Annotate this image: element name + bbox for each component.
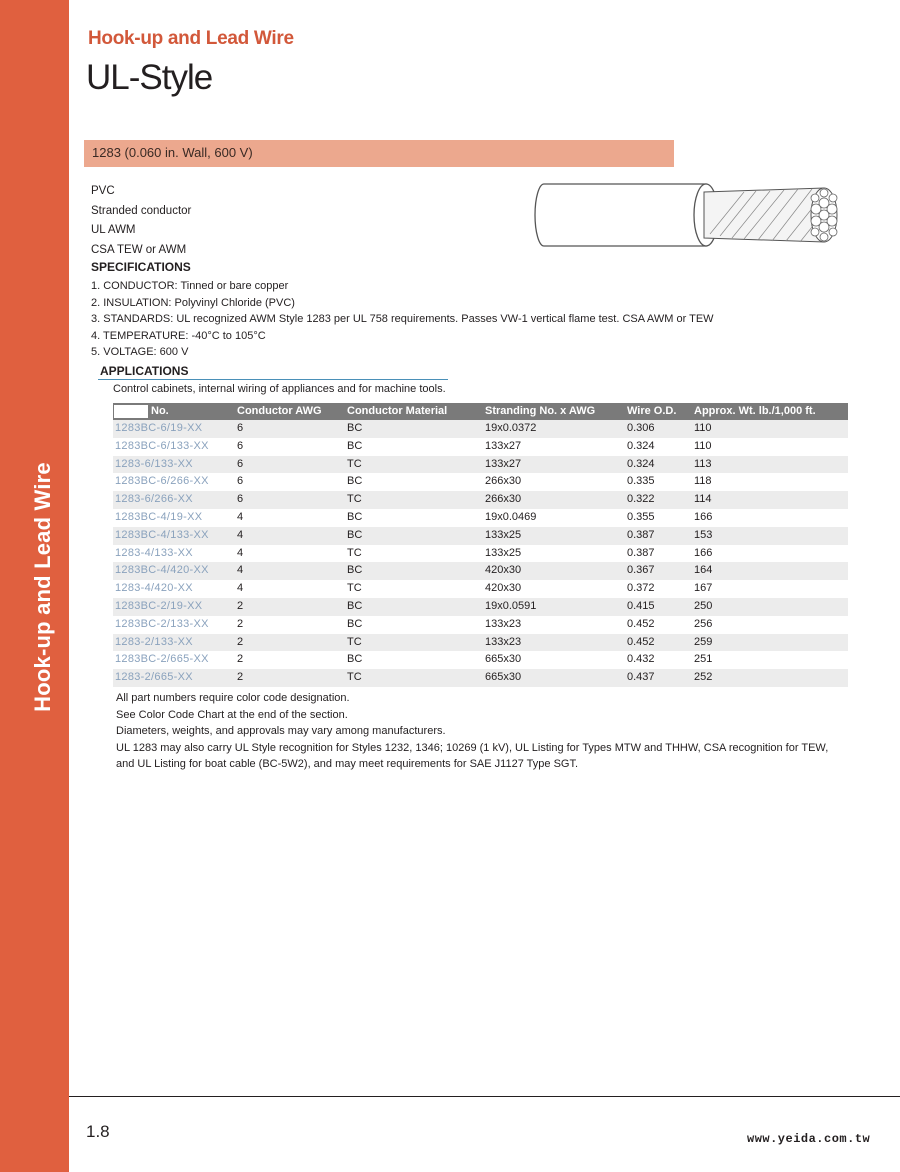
table-cell: 4 — [237, 546, 244, 559]
table-body — [113, 420, 848, 687]
part-number: 1283-6/133-XX — [115, 457, 193, 470]
table-cell: 6 — [237, 493, 244, 506]
table-cell: 110 — [694, 422, 712, 434]
table-row — [113, 616, 848, 634]
table-cell: 0.322 — [627, 493, 655, 506]
footer-rule — [69, 1096, 900, 1097]
part-number: 1283BC-4/19-XX — [115, 510, 203, 523]
table-row — [113, 580, 848, 598]
table-cell: 6 — [237, 475, 244, 488]
table-cell: 4 — [237, 564, 244, 577]
table-cell: 0.306 — [627, 422, 655, 434]
section-subtitle: Hook-up and Lead Wire — [88, 28, 294, 49]
table-cell: 4 — [237, 510, 244, 523]
table-cell: 256 — [694, 617, 713, 630]
spec-item: 4. TEMPERATURE: -40°C to 105°C — [91, 329, 266, 342]
table-cell: 164 — [694, 564, 713, 577]
table-cell: 153 — [694, 528, 713, 541]
table-cell: BC — [347, 439, 363, 452]
product-table — [113, 403, 848, 687]
table-cell: 2 — [237, 653, 244, 666]
table-cell: 0.372 — [627, 582, 655, 595]
table-cell: BC — [347, 528, 363, 541]
table-cell: 0.367 — [627, 564, 655, 577]
applications-heading: APPLICATIONS — [100, 364, 189, 378]
table-cell: BC — [347, 510, 363, 523]
applications-text: Control cabinets, internal wiring of appliances and for machine tools. — [113, 383, 446, 395]
note-line: and UL Listing for boat cable (BC-5W2), and may meet requirements for SAE J1127 Type SGT. — [116, 758, 579, 770]
notes — [116, 690, 828, 773]
table-cell: TC — [347, 671, 362, 684]
table-cell: 113 — [694, 457, 712, 470]
table-cell: 266x30 — [485, 475, 522, 488]
spec-item: 1. CONDUCTOR: Tinned or bare copper — [91, 280, 289, 292]
table-cell: 6 — [237, 439, 244, 452]
part-number: 1283-6/266-XX — [115, 493, 193, 506]
table-cell: 114 — [694, 493, 712, 506]
table-row — [113, 491, 848, 509]
table-header — [113, 403, 848, 420]
page-title: UL-Style — [86, 58, 213, 97]
table-cell: 2 — [237, 635, 244, 648]
table-row — [113, 456, 848, 474]
header-cell: No. — [151, 405, 169, 417]
table-cell: 2 — [237, 617, 244, 630]
table-cell: BC — [347, 475, 363, 488]
table-cell: 2 — [237, 599, 244, 612]
note-line: All part numbers require color code designation. — [116, 692, 350, 704]
part-number: 1283-4/420-XX — [115, 582, 193, 595]
table-cell: 167 — [694, 582, 713, 595]
table-cell: 118 — [694, 475, 712, 488]
table-row — [113, 438, 848, 456]
part-number: 1283BC-4/133-XX — [115, 528, 209, 541]
table-cell: 133x23 — [485, 617, 522, 630]
table-cell: 0.387 — [627, 528, 655, 541]
table-cell: 6 — [237, 457, 244, 470]
table-cell: 110 — [694, 439, 712, 452]
table-cell: 252 — [694, 671, 713, 684]
applications-rule — [98, 379, 448, 380]
note-line: Diameters, weights, and approvals may vary among manufacturers. — [116, 725, 446, 737]
property-item: Stranded conductor — [91, 204, 192, 217]
table-cell: 133x25 — [485, 528, 522, 541]
page-number: 1.8 — [86, 1122, 110, 1141]
spec-item: 2. INSULATION: Polyvinyl Chloride (PVC) — [91, 296, 295, 309]
spec-item: 3. STANDARDS: UL recognized AWM Style 1283 per UL 758 requirements. Passes VW-1 vertical flame test. CSA AWM or TEW — [91, 313, 714, 325]
part-number: 1283BC-2/19-XX — [115, 599, 203, 612]
table-cell: BC — [347, 422, 363, 434]
table-cell: 166 — [694, 510, 713, 523]
header-swatch — [114, 405, 148, 418]
table-cell: TC — [347, 635, 362, 648]
table-cell: 4 — [237, 528, 244, 541]
table-cell: 665x30 — [485, 671, 522, 684]
table-cell: 133x27 — [485, 439, 522, 452]
table-cell: 266x30 — [485, 493, 522, 506]
table-cell: TC — [347, 546, 362, 559]
note-line: UL 1283 may also carry UL Style recognition for Styles 1232, 1346; 10269 (1 kV), UL Listing for Types MTW and THHW, CSA recognition for TEW, — [116, 741, 829, 754]
product-title-band — [84, 140, 674, 167]
table-row — [113, 473, 848, 491]
header-cell: Conductor AWG — [237, 405, 322, 417]
wire-illustration — [530, 176, 842, 254]
footer-url: www.yeida.com.tw — [747, 1132, 871, 1146]
property-item: UL AWM — [91, 224, 136, 236]
table-row — [113, 634, 848, 652]
header-cell: Approx. Wt. lb./1,000 ft. — [694, 405, 816, 417]
table-cell: 0.324 — [627, 457, 655, 470]
header-cell: Wire O.D. — [627, 405, 677, 417]
table-cell: 665x30 — [485, 653, 522, 666]
table-cell: 0.324 — [627, 439, 655, 452]
part-number: 1283-2/665-XX — [115, 671, 193, 684]
table-cell: 420x30 — [485, 564, 522, 577]
table-cell: 0.432 — [627, 653, 655, 666]
table-cell: 0.387 — [627, 546, 655, 559]
table-row — [113, 651, 848, 669]
table-cell: 2 — [237, 671, 244, 684]
property-item: PVC — [91, 185, 115, 197]
sidebar-label: Hook-up and Lead Wire — [30, 462, 55, 712]
sidebar-band — [0, 0, 69, 1172]
properties-list — [91, 182, 191, 260]
property-item: CSA TEW or AWM — [91, 243, 187, 256]
header-cell: Stranding No. x AWG — [485, 405, 596, 417]
table-row — [113, 509, 848, 527]
table-cell: 0.355 — [627, 510, 655, 523]
table-row — [113, 598, 848, 616]
part-number: 1283BC-2/133-XX — [115, 617, 209, 630]
table-cell: 19x0.0469 — [485, 510, 537, 523]
product-title: 1283 (0.060 in. Wall, 600 V) — [92, 145, 253, 160]
table-row — [113, 420, 848, 438]
table-cell: 0.437 — [627, 671, 655, 684]
spec-item: 5. VOLTAGE: 600 V — [91, 346, 189, 358]
note-line: See Color Code Chart at the end of the section. — [116, 708, 348, 721]
table-cell: 0.452 — [627, 617, 655, 630]
table-row — [113, 669, 848, 687]
table-cell: TC — [347, 493, 362, 506]
table-cell: 0.415 — [627, 599, 655, 612]
table-row — [113, 562, 848, 580]
table-cell: 166 — [694, 546, 713, 559]
table-cell: 133x23 — [485, 635, 522, 648]
part-number: 1283-2/133-XX — [115, 635, 193, 648]
table-cell: 251 — [694, 653, 713, 666]
part-number: 1283BC-2/665-XX — [115, 653, 209, 666]
table-cell: BC — [347, 599, 363, 612]
table-cell: 19x0.0372 — [485, 422, 537, 434]
table-cell: 19x0.0591 — [485, 599, 537, 612]
table-row — [113, 527, 848, 545]
specifications-list — [91, 278, 714, 361]
table-cell: BC — [347, 617, 363, 630]
table-cell: 6 — [237, 422, 244, 434]
part-number: 1283BC-4/420-XX — [115, 564, 209, 577]
part-number: 1283-4/133-XX — [115, 546, 193, 559]
table-cell: 133x25 — [485, 546, 522, 559]
specifications-heading: SPECIFICATIONS — [91, 260, 191, 274]
table-row — [113, 545, 848, 563]
table-cell: 4 — [237, 582, 244, 595]
table-cell: BC — [347, 564, 363, 577]
table-cell: 250 — [694, 599, 713, 612]
table-cell: BC — [347, 653, 363, 666]
table-cell: 420x30 — [485, 582, 522, 595]
table-cell: 133x27 — [485, 457, 522, 470]
table-cell: 259 — [694, 635, 713, 648]
table-cell: TC — [347, 582, 362, 595]
part-number: 1283BC-6/133-XX — [115, 439, 209, 452]
part-number: 1283BC-6/266-XX — [115, 475, 209, 488]
table-cell: 0.335 — [627, 475, 655, 488]
table-cell: TC — [347, 457, 362, 470]
header-cell: Conductor Material — [347, 405, 448, 417]
table-cell: 0.452 — [627, 635, 655, 648]
part-number: 1283BC-6/19-XX — [115, 422, 203, 434]
